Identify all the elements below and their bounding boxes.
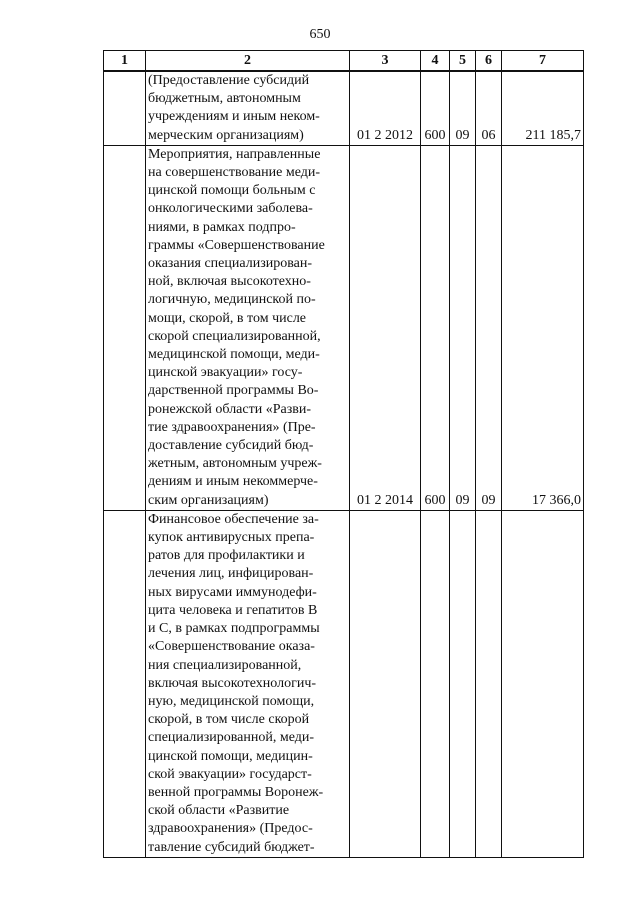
- header-col-3: 3: [350, 51, 421, 72]
- description-line: тие здравоохранения» (Пре-: [148, 419, 316, 435]
- description-line: мощи, скорой, в том числе: [148, 310, 307, 326]
- description-line: лечения лиц, инфицирован-: [148, 566, 314, 582]
- expense-type-cell: 600: [421, 145, 450, 510]
- description-line: медицинской помощи, меди-: [148, 347, 320, 363]
- description-line: учреждениям и иным неком-: [148, 109, 320, 125]
- description-line: мерческим организациям): [148, 127, 304, 143]
- amount-cell: 211 185,7: [502, 71, 584, 145]
- description-line: дарственной программы Во-: [148, 383, 319, 399]
- description-line: включая высокотехнологич-: [148, 675, 317, 691]
- description-line: купок антивирусных препа-: [148, 530, 315, 546]
- description-line: доставление субсидий бюд-: [148, 438, 314, 454]
- description-line: ской области «Развитие: [148, 803, 290, 819]
- description-line: ной, включая высокотехно-: [148, 274, 311, 290]
- section-cell: 09: [450, 71, 476, 145]
- header-col-1: 1: [104, 51, 146, 72]
- expense-type-cell: 600: [421, 71, 450, 145]
- description-cell: [146, 71, 350, 145]
- description-line: цинской помощи, медицин-: [148, 748, 313, 764]
- table-row: [104, 71, 584, 145]
- description-line: (Предоставление субсидий: [148, 73, 310, 88]
- subsection-cell: 06: [476, 71, 502, 145]
- description-line: здравоохранения» (Предос-: [148, 821, 313, 837]
- description-cell: [146, 510, 350, 857]
- description-line: дениям и иным некоммерче-: [148, 474, 318, 490]
- row-number-cell: [104, 71, 146, 145]
- description-line: ных вирусами иммунодефи-: [148, 584, 317, 600]
- description-line: Финансовое обеспечение за-: [148, 511, 319, 527]
- description-line: логичную, медицинской по-: [148, 292, 316, 308]
- subsection-cell: 09: [476, 145, 502, 510]
- section-cell: 09: [450, 145, 476, 510]
- expense-type-cell: [421, 510, 450, 857]
- header-col-7: 7: [502, 51, 584, 72]
- description-line: цинской эвакуации» госу-: [148, 365, 303, 381]
- description-line: ниями, в рамках подпро-: [148, 219, 296, 235]
- header-col-5: 5: [450, 51, 476, 72]
- description-line: жетным, автономным учреж-: [148, 456, 322, 472]
- section-cell: [450, 510, 476, 857]
- description-line: ратов для профилактики и: [148, 548, 305, 564]
- description-line: цита человека и гепатитов В: [148, 602, 318, 618]
- description-line: бюджетным, автономным: [148, 91, 301, 107]
- header-row: [104, 51, 584, 72]
- description-line: специализированной, меди-: [148, 730, 315, 746]
- description-line: онкологическими заболева-: [148, 201, 313, 217]
- subsection-cell: [476, 510, 502, 857]
- row-number-cell: [104, 145, 146, 510]
- description-line: ния специализированной,: [148, 657, 302, 673]
- description-line: «Совершенствование оказа-: [148, 639, 315, 655]
- header-col-2: 2: [146, 51, 350, 72]
- description-line: цинской помощи больным с: [148, 183, 316, 199]
- description-line: скорой, в том числе скорой: [148, 712, 310, 728]
- description-line: на совершенствование меди-: [148, 165, 320, 181]
- description-line: ским организациям): [148, 492, 269, 508]
- page-number: 650: [309, 27, 331, 42]
- table-row: [104, 510, 584, 857]
- header-col-4: 4: [421, 51, 450, 72]
- header-col-6: 6: [476, 51, 502, 72]
- table-body: [104, 71, 584, 857]
- description-line: скорой специализированной,: [148, 328, 321, 344]
- amount-cell: [502, 510, 584, 857]
- description-line: граммы «Совершенствование: [148, 237, 325, 253]
- description-line: ронежской области «Разви-: [148, 401, 312, 417]
- description-line: венной программы Воронеж-: [148, 784, 324, 800]
- description-line: тавление субсидий бюджет-: [148, 839, 315, 855]
- table-row: [104, 145, 584, 510]
- budget-table: [103, 50, 584, 858]
- row-number-cell: [104, 510, 146, 857]
- description-cell: [146, 145, 350, 510]
- amount-cell: 17 366,0: [502, 145, 584, 510]
- code-cell: 01 2 2014: [350, 145, 421, 510]
- description-line: Мероприятия, направленные: [148, 146, 321, 162]
- code-cell: [350, 510, 421, 857]
- description-line: ную, медицинской помощи,: [148, 693, 315, 709]
- description-line: и С, в рамках подпрограммы: [148, 621, 320, 637]
- description-line: оказания специализирован-: [148, 256, 313, 272]
- code-cell: 01 2 2012: [350, 71, 421, 145]
- description-line: ской эвакуации» государст-: [148, 766, 312, 782]
